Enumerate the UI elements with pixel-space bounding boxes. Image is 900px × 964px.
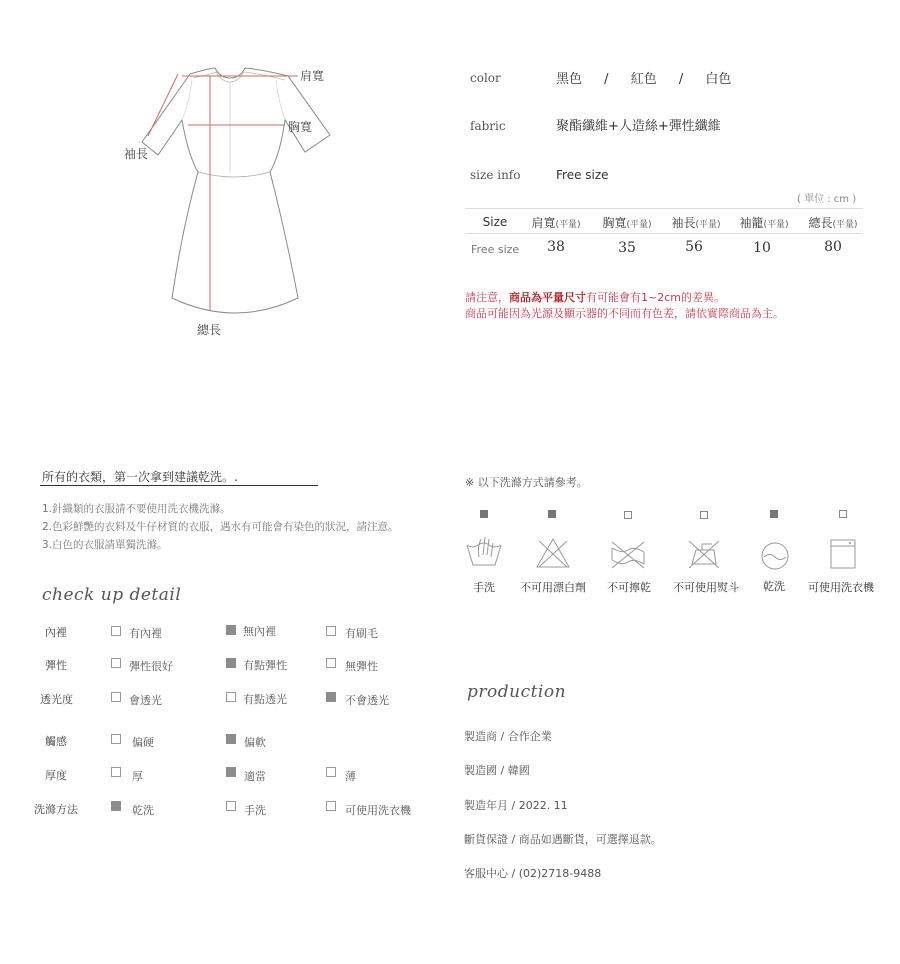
notice-part-c: 有可能會有1~2cm的差異。 (586, 291, 725, 304)
checkbox-elasticity-some (226, 658, 236, 668)
care-line-2: 2.色彩鮮艷的衣料及牛仔材質的衣服，遇水有可能會有染色的狀況，請注意。 (42, 521, 399, 533)
washing-machine-icon (830, 539, 856, 569)
checkbox-wash-machine (326, 801, 336, 811)
option-touch-hard: 偏硬 (132, 736, 154, 749)
checkbox-thickness-thick (111, 767, 121, 777)
production-service: 客服中心 / (02)2718-9488 (464, 867, 602, 880)
care-line-1: 1.針織類的衣服請不要使用洗衣機洗滌。 (42, 503, 231, 515)
col-name: 肩寬 (531, 216, 556, 230)
checkbox-thickness-medium (226, 767, 236, 777)
checkbox-elasticity-good (111, 658, 121, 668)
checkbox-wash-dry-clean (111, 801, 121, 811)
row-label-transparency: 透光度 (40, 693, 73, 706)
label-length: 總長 (197, 323, 222, 337)
color-black: 黑色 (556, 72, 583, 87)
size-header-size: Size (482, 215, 508, 229)
notice-line-1 (465, 289, 725, 305)
wash-label-machine: 可使用洗衣機 (808, 581, 874, 594)
option-elasticity-good: 彈性很好 (129, 660, 173, 673)
care-title: 所有的衣類，第一次拿到建議乾洗。. (42, 470, 238, 484)
size-value-length: 80 (824, 239, 842, 255)
color-red: 紅色 (630, 72, 657, 87)
option-thickness-medium: 適當 (244, 770, 266, 783)
option-transparency-some: 有點透光 (243, 693, 287, 706)
size-header-shoulder (524, 214, 588, 231)
wash-label-no-bleach: 不可用漂白劑 (520, 581, 586, 594)
check-detail-title: check up detail (42, 585, 182, 605)
unit-note: ( 單位 : cm ) (797, 194, 857, 205)
option-lining-brushed: 有刷毛 (345, 627, 378, 640)
production-title: production (467, 682, 567, 702)
color-sep: / (604, 72, 609, 87)
size-header-sleeve (664, 214, 728, 231)
col-unit: (平量) (763, 220, 789, 230)
option-elasticity-some: 有點彈性 (243, 659, 287, 672)
size-header-chest (595, 214, 659, 231)
col-unit: (平量) (695, 220, 721, 230)
row-label-washing-method: 洗滌方法 (34, 803, 78, 816)
option-transparency-none: 不會透光 (345, 694, 389, 707)
checkbox-touch-hard (111, 734, 121, 744)
col-unit: (平量) (555, 220, 581, 230)
size-value-shoulder: 38 (547, 239, 565, 255)
checkbox-transparency-some (226, 692, 236, 702)
notice-line-2: 商品可能因為光源及顯示器的不同而有色差，請依實際商品為主。 (465, 307, 784, 320)
col-name: 胸寬 (602, 216, 627, 230)
row-label-touch: 觸感 (45, 735, 67, 748)
fabric-value: 聚酯纖維+人造絲+彈性纖維 (556, 119, 721, 134)
col-name: 袖籠 (739, 216, 764, 230)
checkbox-wash-hand (226, 801, 236, 811)
wash-label-no-wring: 不可擰乾 (607, 581, 651, 594)
color-values (556, 68, 731, 87)
wash-label-no-iron: 不可使用熨斗 (673, 581, 739, 594)
fabric-label: fabric (470, 119, 506, 133)
size-info-label: size info (470, 168, 521, 182)
option-wash-dry-clean: 乾洗 (132, 804, 154, 817)
production-country: 製造國 / 韓國 (464, 764, 530, 777)
notice-part-b: 商品為平量尺寸 (509, 291, 586, 304)
label-chest: 胸寬 (288, 120, 313, 134)
col-unit: (平量) (832, 220, 858, 230)
hand-wash-icon (465, 535, 503, 569)
size-header-armhole (732, 214, 796, 231)
label-shoulder: 肩寬 (300, 69, 325, 83)
size-header-length (801, 214, 865, 231)
checkbox-lining-yes (111, 626, 121, 636)
row-label-elasticity: 彈性 (45, 659, 67, 672)
checkbox-lining-brushed (326, 626, 336, 636)
checkbox-touch-soft (226, 734, 236, 744)
option-transparency-yes: 會透光 (129, 694, 162, 707)
col-name: 袖長 (671, 216, 696, 230)
row-label-thickness: 厚度 (45, 769, 67, 782)
dry-clean-icon (760, 541, 790, 571)
option-wash-machine: 可使用洗衣機 (345, 804, 411, 817)
checkbox-lining-no (226, 625, 236, 635)
no-iron-icon (686, 538, 722, 570)
size-info-value: Free size (556, 168, 609, 182)
col-name: 總長 (808, 216, 833, 230)
col-unit: (平量) (626, 220, 652, 230)
checkbox-transparency-yes (111, 692, 121, 702)
checkbox-transparency-none (326, 692, 336, 702)
wash-box-no-bleach (548, 510, 556, 518)
care-line-3: 3.白色的衣服請單獨洗滌。 (42, 539, 168, 551)
option-lining-yes: 有內裡 (129, 627, 162, 640)
washing-intro: ※ 以下洗滌方式請參考。 (465, 476, 588, 489)
wash-box-hand (480, 510, 488, 518)
production-date: 製造年月 / 2022. 11 (464, 799, 568, 812)
wash-label-hand: 手洗 (473, 581, 495, 594)
option-thickness-thin: 薄 (345, 770, 356, 783)
production-guarantee: 斷貨保證 / 商品如遇斷貨，可選擇退款。 (464, 833, 662, 846)
notice-part-a: 請注意， (465, 291, 509, 304)
checkbox-thickness-thin (326, 767, 336, 777)
size-row-label: Free size (471, 243, 520, 256)
size-value-chest: 35 (618, 240, 636, 256)
option-lining-no: 無內裡 (243, 625, 276, 638)
size-value-sleeve: 56 (685, 239, 703, 255)
wash-box-no-iron (700, 511, 708, 519)
wash-box-no-wring (624, 511, 632, 519)
option-touch-soft: 偏軟 (244, 736, 266, 749)
color-label: color (470, 71, 501, 85)
dress-diagram (120, 60, 340, 340)
row-label-lining: 內裡 (45, 626, 67, 639)
label-sleeve: 袖長 (124, 147, 149, 161)
no-bleach-icon (535, 537, 571, 569)
size-table-top-rule (465, 208, 863, 209)
option-thickness-thick: 厚 (132, 770, 143, 783)
checkbox-elasticity-none (326, 658, 336, 668)
wash-label-dry-clean: 乾洗 (763, 580, 785, 593)
color-white: 白色 (705, 72, 732, 87)
wash-box-dry-clean (770, 510, 778, 518)
option-elasticity-none: 無彈性 (345, 660, 378, 673)
size-table-mid-rule (465, 233, 863, 234)
option-wash-hand: 手洗 (244, 804, 266, 817)
care-title-underline (40, 485, 318, 486)
color-sep: / (678, 72, 684, 87)
no-wring-icon (608, 540, 648, 570)
size-value-armhole: 10 (753, 240, 771, 256)
wash-box-machine (839, 510, 847, 518)
production-manufacturer: 製造商 / 合作企業 (464, 730, 552, 743)
